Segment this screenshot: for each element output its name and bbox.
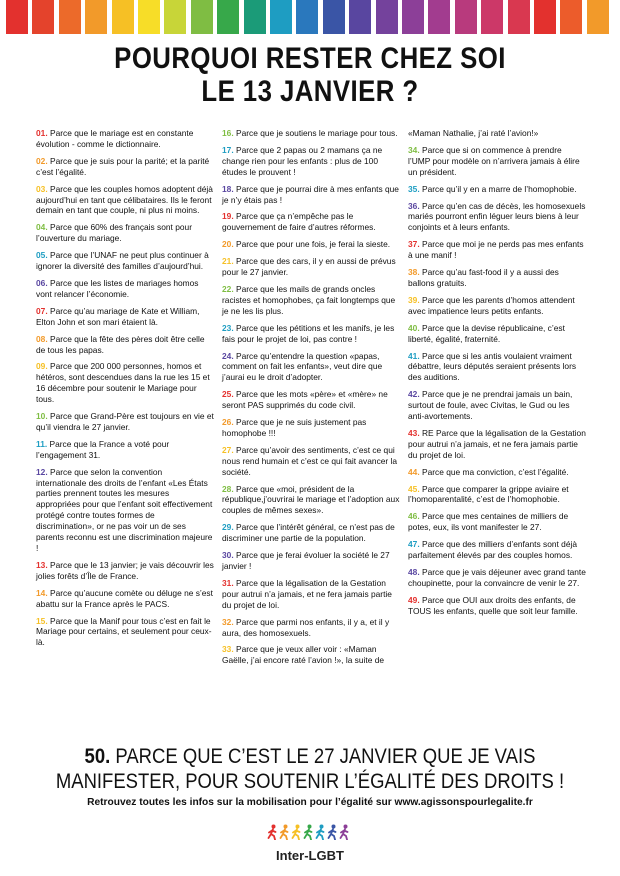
reason-text: Parce que les mots «père» et «mère» ne seront PAS supprimés du code civil.	[222, 389, 388, 411]
reason-50-number: 50.	[84, 745, 111, 768]
reason-number: 41.	[408, 350, 420, 361]
reason-number: 22.	[222, 283, 234, 294]
reason-item	[408, 351, 586, 384]
reason-50-line-1: PARCE QUE C’EST LE 27 JANVIER QUE JE VAIS	[110, 745, 536, 768]
reason-text: Parce que les listes de mariages homos vont relancer l’économie.	[36, 277, 199, 299]
reason-number: 13.	[36, 559, 48, 570]
reason-item	[408, 295, 586, 317]
reason-item	[408, 267, 586, 289]
reason-text: Parce que 200 000 personnes, homos et hétéros, sont descendues dans la rue les 15 et 16 décembre pour soutenir le Mariage pour tous.	[36, 361, 210, 405]
reason-item	[222, 522, 400, 544]
reason-number: 10.	[36, 411, 48, 422]
stripe	[59, 0, 81, 34]
reason-item	[36, 439, 214, 461]
reason-50-banner	[37, 744, 583, 794]
reason-number: 27.	[222, 444, 234, 455]
stripe	[138, 0, 160, 34]
reason-number: 15.	[36, 615, 48, 626]
reason-item	[36, 334, 214, 356]
reason-number: 20.	[222, 239, 234, 250]
reason-text: Parce que je suis pour la parité; et la parité c’est l’égalité.	[36, 155, 210, 177]
reason-number: 24.	[222, 350, 234, 361]
reason-item	[222, 445, 400, 478]
reason-text: Parce que 60% des français sont pour l’ouverture du mariage.	[36, 222, 192, 244]
stripe	[455, 0, 477, 34]
stripe	[376, 0, 398, 34]
reason-item	[222, 617, 400, 639]
reasons-column-1	[36, 128, 214, 654]
reason-item	[408, 567, 586, 589]
stripe	[402, 0, 424, 34]
reason-number: 33.	[222, 644, 234, 655]
reason-number: 19.	[222, 211, 234, 222]
reason-number: 02.	[36, 155, 48, 166]
reasons-list	[36, 128, 596, 728]
reason-item	[36, 278, 214, 300]
reason-item	[36, 128, 214, 150]
runner-figure	[279, 824, 290, 840]
reason-number: 26.	[222, 417, 234, 428]
page-title	[43, 42, 576, 108]
stripe	[323, 0, 345, 34]
reason-item	[408, 184, 586, 195]
reason-item	[36, 250, 214, 272]
reason-text: Parce que moi je ne perds pas mes enfants à une manif !	[408, 239, 584, 261]
reason-text: Parce qu’en cas de décès, les homosexuels mariés pourront enfin léguer leurs biens à leur conjoints et à leurs enfants.	[408, 200, 586, 233]
reason-number: 01.	[36, 128, 48, 138]
reason-text: Parce que ça n’empêche pas le gouvernement de faire d’autres réformes.	[222, 211, 376, 233]
stripe	[481, 0, 503, 34]
reason-number: 38.	[408, 267, 420, 278]
reason-number: 28.	[222, 483, 234, 494]
reason-number: 09.	[36, 361, 48, 372]
reason-number: 30.	[222, 550, 234, 561]
reason-number: 44.	[408, 466, 420, 477]
stripe	[217, 0, 239, 34]
reason-number: 06.	[36, 277, 48, 288]
reason-text: Parce que les couples homos adoptent déjà aujourd’hui en tant que célibataires. Ils le feront demain en tant que couple, ni plus ni moins.	[36, 183, 213, 216]
rainbow-stripes	[0, 0, 620, 34]
stripe	[112, 0, 134, 34]
reason-item	[408, 484, 586, 506]
reason-text: Parce que les parents d’homos attendent avec impatience leurs petits enfants.	[408, 294, 575, 316]
reason-text: Parce que 2 papas ou 2 mamans ça ne change rien pour les enfants : plus de 100 études le prouvent !	[222, 144, 383, 177]
reason-number: 40.	[408, 322, 420, 333]
reason-text: Parce que si on commence à prendre l’UMP pour modèle on n’arrivera jamais à élire un président.	[408, 144, 580, 177]
reason-text: Parce qu’aucune comète ou déluge ne s’est abattu sur la France après le PACS.	[36, 587, 213, 609]
reason-number: 39.	[408, 294, 420, 305]
reason-number: 29.	[222, 522, 234, 533]
reasons-column-2	[222, 128, 400, 672]
runner-figure	[267, 824, 278, 840]
reason-text: Parce que mes centaines de milliers de potes, eux, ils vont manifester le 27.	[408, 511, 569, 533]
runner-figure	[339, 824, 350, 840]
reason-text: Parce qu’au fast-food il y a aussi des ballons gratuits.	[408, 267, 559, 288]
reason-text: Parce que comparer la grippe aviaire et l’homoparentalité, c’est de l’homophobie.	[408, 483, 569, 505]
stripe	[296, 0, 318, 34]
reason-item	[408, 389, 586, 422]
runners-icon	[267, 824, 353, 840]
inter-lgbt-logo	[240, 818, 380, 872]
stripe	[508, 0, 530, 34]
stripe	[534, 0, 556, 34]
runner-figure	[303, 824, 314, 840]
stripe	[560, 0, 582, 34]
reason-number: 14.	[36, 587, 48, 598]
reason-number: 35.	[408, 183, 420, 194]
reason-item	[222, 284, 400, 317]
reason-text: Parce que l’UNAF ne peut plus continuer à ignorer la diversité des familles d’aujourd’hui.	[36, 250, 209, 272]
reason-item	[408, 595, 586, 617]
reason-item	[222, 351, 400, 384]
reason-text: Parce que les pétitions et les manifs, je les fais pour le projet de loi, pas contre !	[222, 322, 395, 344]
reason-number: 34.	[408, 144, 420, 155]
reason-item	[222, 578, 400, 611]
reason-item	[222, 256, 400, 278]
reason-item	[408, 511, 586, 533]
reason-number: 43.	[408, 427, 420, 438]
reason-text: Parce que la légalisation de la Gestation pour autrui n’a jamais, et ne fera jamais partie du projet de loi.	[222, 577, 392, 610]
reason-item	[36, 616, 214, 649]
reason-text: Parce que «moi, président de la république,j’ouvrirai le mariage et l’adoption aux couples de mêmes sexes».	[222, 483, 400, 516]
reason-text: Parce que la Manif pour tous c’est en fait le Mariage pour certains, et seulement pour ceux-là.	[36, 615, 212, 648]
reason-text: Parce qu’il y en a marre de l’homophobie.	[419, 183, 577, 194]
reason-number: 17.	[222, 144, 234, 155]
stripe	[191, 0, 213, 34]
reason-item	[222, 389, 400, 411]
reason-number: 04.	[36, 222, 48, 233]
reason-item	[408, 145, 586, 178]
reason-number: 05.	[36, 250, 48, 261]
reason-text: Parce que je veux aller voir : «Maman Gaëlle, j’ai encore raté l’avion !», la suite de	[222, 644, 385, 666]
reason-item	[222, 211, 400, 233]
reason-text: Parce que le 13 janvier; je vais découvrir les jolies forêts d’Île de France.	[36, 559, 214, 581]
reason-number: 25.	[222, 389, 234, 400]
reason-item	[222, 417, 400, 439]
reason-number: 46.	[408, 511, 420, 522]
stripe	[428, 0, 450, 34]
reason-text: «Maman Nathalie, j’ai raté l’avion!»	[408, 128, 539, 138]
reason-item	[222, 644, 400, 666]
reason-number: 31.	[222, 577, 234, 588]
reason-item	[408, 467, 586, 478]
reason-text: Parce que OUI aux droits des enfants, de TOUS les enfants, quelle que soit leur famille.	[408, 594, 578, 616]
reason-text: Parce que le mariage est en constante évolution - comme le dictionnaire.	[36, 128, 194, 149]
reason-text: Parce qu’avoir des sentiments, c’est ce qui nous rend humain et c’est ce qui fait avancer la société.	[222, 444, 398, 477]
reason-item	[36, 222, 214, 244]
reason-item	[222, 145, 400, 178]
reason-item	[408, 128, 586, 139]
reason-item	[36, 306, 214, 328]
reason-number: 47.	[408, 539, 420, 550]
reason-item	[36, 411, 214, 433]
reason-number: 37.	[408, 239, 420, 250]
title-line-1: POURQUOI RESTER CHEZ SOI	[114, 42, 506, 75]
reason-text: Parce que je ne prendrai jamais un bain, surtout de foule, avec Civitas, le Gud ou les anti-avortements.	[408, 389, 573, 422]
reason-text: Parce que l’intérêt général, ce n’est pas de discriminer une partie de la population.	[222, 522, 395, 544]
reason-50-line-2: MANIFESTER, POUR SOUTENIR L’ÉGALITÉ DES DROITS !	[55, 770, 565, 793]
reason-text: Parce que la France a voté pour l’engagement 31.	[36, 438, 170, 460]
reason-item	[36, 156, 214, 178]
reason-number: 21.	[222, 256, 234, 267]
reason-text: Parce que je ferai évoluer la société le 27 janvier !	[222, 550, 390, 571]
reason-number: 49.	[408, 594, 420, 605]
reason-number: 11.	[36, 438, 48, 449]
stripe	[6, 0, 28, 34]
reason-text: Parce que selon la convention internationale des droits de l’enfant «Les États parties prennent toutes les mesures appropriées pour que l’enfant soit effectivement protégé contre toutes formes de discrimination», or ne pas voir un de ses parents reconnu est une discrimination majeure !	[36, 466, 213, 553]
reason-item	[36, 467, 214, 554]
stripe	[244, 0, 266, 34]
reason-item	[36, 560, 214, 582]
reasons-column-3	[408, 128, 586, 623]
runner-figure	[327, 824, 338, 840]
logo-text: Inter-LGBT	[276, 848, 344, 863]
reason-number: 07.	[36, 305, 48, 316]
reason-item	[36, 184, 214, 217]
reason-number: 23.	[222, 322, 234, 333]
reason-item	[222, 484, 400, 517]
reason-item	[36, 361, 214, 405]
reason-number: 12.	[36, 466, 48, 477]
reason-text: Parce que des cars, il y en aussi de prévus pour le 27 janvier.	[222, 256, 396, 278]
reason-text: Parce que je soutiens le mariage pour tous.	[233, 128, 398, 138]
stripe	[270, 0, 292, 34]
reason-number: 45.	[408, 483, 420, 494]
reason-text: Parce que je ne suis justement pas homophobe !!!	[222, 417, 367, 438]
runner-figure	[291, 824, 302, 840]
reason-item	[408, 539, 586, 561]
stripe	[587, 0, 609, 34]
reason-text: RE Parce que la légalisation de la Gestation pour autrui n’a jamais, et ne fera jamais partie du projet de loi.	[408, 427, 586, 460]
reason-text: Parce que je pourrai dire à mes enfants que je n’y étais pas !	[222, 183, 399, 205]
stripe	[85, 0, 107, 34]
reason-item	[222, 128, 400, 139]
reason-text: Parce que je vais déjeuner avec grand tante choupinette, pour la convaincre de venir le 27.	[408, 567, 586, 588]
reason-text: Parce que pour une fois, je ferai la sieste.	[233, 239, 391, 250]
reason-number: 42.	[408, 389, 420, 400]
reason-item	[222, 239, 400, 250]
reason-item	[408, 201, 586, 234]
reason-item	[222, 184, 400, 206]
reason-number: 03.	[36, 183, 48, 194]
reason-number: 18.	[222, 183, 234, 194]
reason-item	[222, 550, 400, 572]
runner-figure	[315, 824, 326, 840]
reason-number: 48.	[408, 567, 420, 577]
reason-text: Parce que ma conviction, c’est l’égalité.	[419, 466, 569, 477]
info-line: Retrouvez toutes les infos sur la mobilisation pour l’égalité sur www.agissonspourlegalite.fr	[87, 797, 533, 808]
reason-text: Parce que si les antis voulaient vraiment débattre, leurs députés seraient présents lors des auditions.	[408, 350, 577, 383]
reason-text: Parce que Grand-Père est toujours en vie et qu’il viendra le 27 janvier.	[36, 411, 214, 432]
stripe	[32, 0, 54, 34]
reason-item	[408, 323, 586, 345]
reason-number: 32.	[222, 616, 234, 627]
reason-text: Parce que les mails de grands oncles racistes et homophobes, ça fait longtemps que je ne les lis plus.	[222, 283, 396, 316]
stripe	[349, 0, 371, 34]
reason-number: 08.	[36, 333, 48, 344]
reason-item	[222, 323, 400, 345]
reason-text: Parce que parmi nos enfants, il y a, et il y aura, des homosexuels.	[222, 616, 390, 638]
reason-item	[36, 588, 214, 610]
title-line-2: LE 13 JANVIER ?	[201, 75, 419, 108]
reason-number: 36.	[408, 200, 420, 211]
reason-text: Parce qu’entendre la question «papas, comment on fait les enfants», veut dire que j’aurai eu le droit d’adopter.	[222, 350, 383, 383]
reason-number: 16.	[222, 128, 234, 138]
stripe	[164, 0, 186, 34]
reason-text: Parce que la fête des pères doit être celle de tous les papas.	[36, 333, 205, 355]
reason-text: Parce que des milliers d’enfants sont déjà parfaitement élevés par des couples homos.	[408, 539, 578, 561]
reason-text: Parce que la devise républicaine, c’est liberté, égalité, fraternité.	[408, 322, 565, 344]
reason-text: Parce qu’au mariage de Kate et William, Elton John et son mari étaient là.	[36, 305, 200, 327]
reason-item	[408, 239, 586, 261]
reason-item	[408, 428, 586, 461]
